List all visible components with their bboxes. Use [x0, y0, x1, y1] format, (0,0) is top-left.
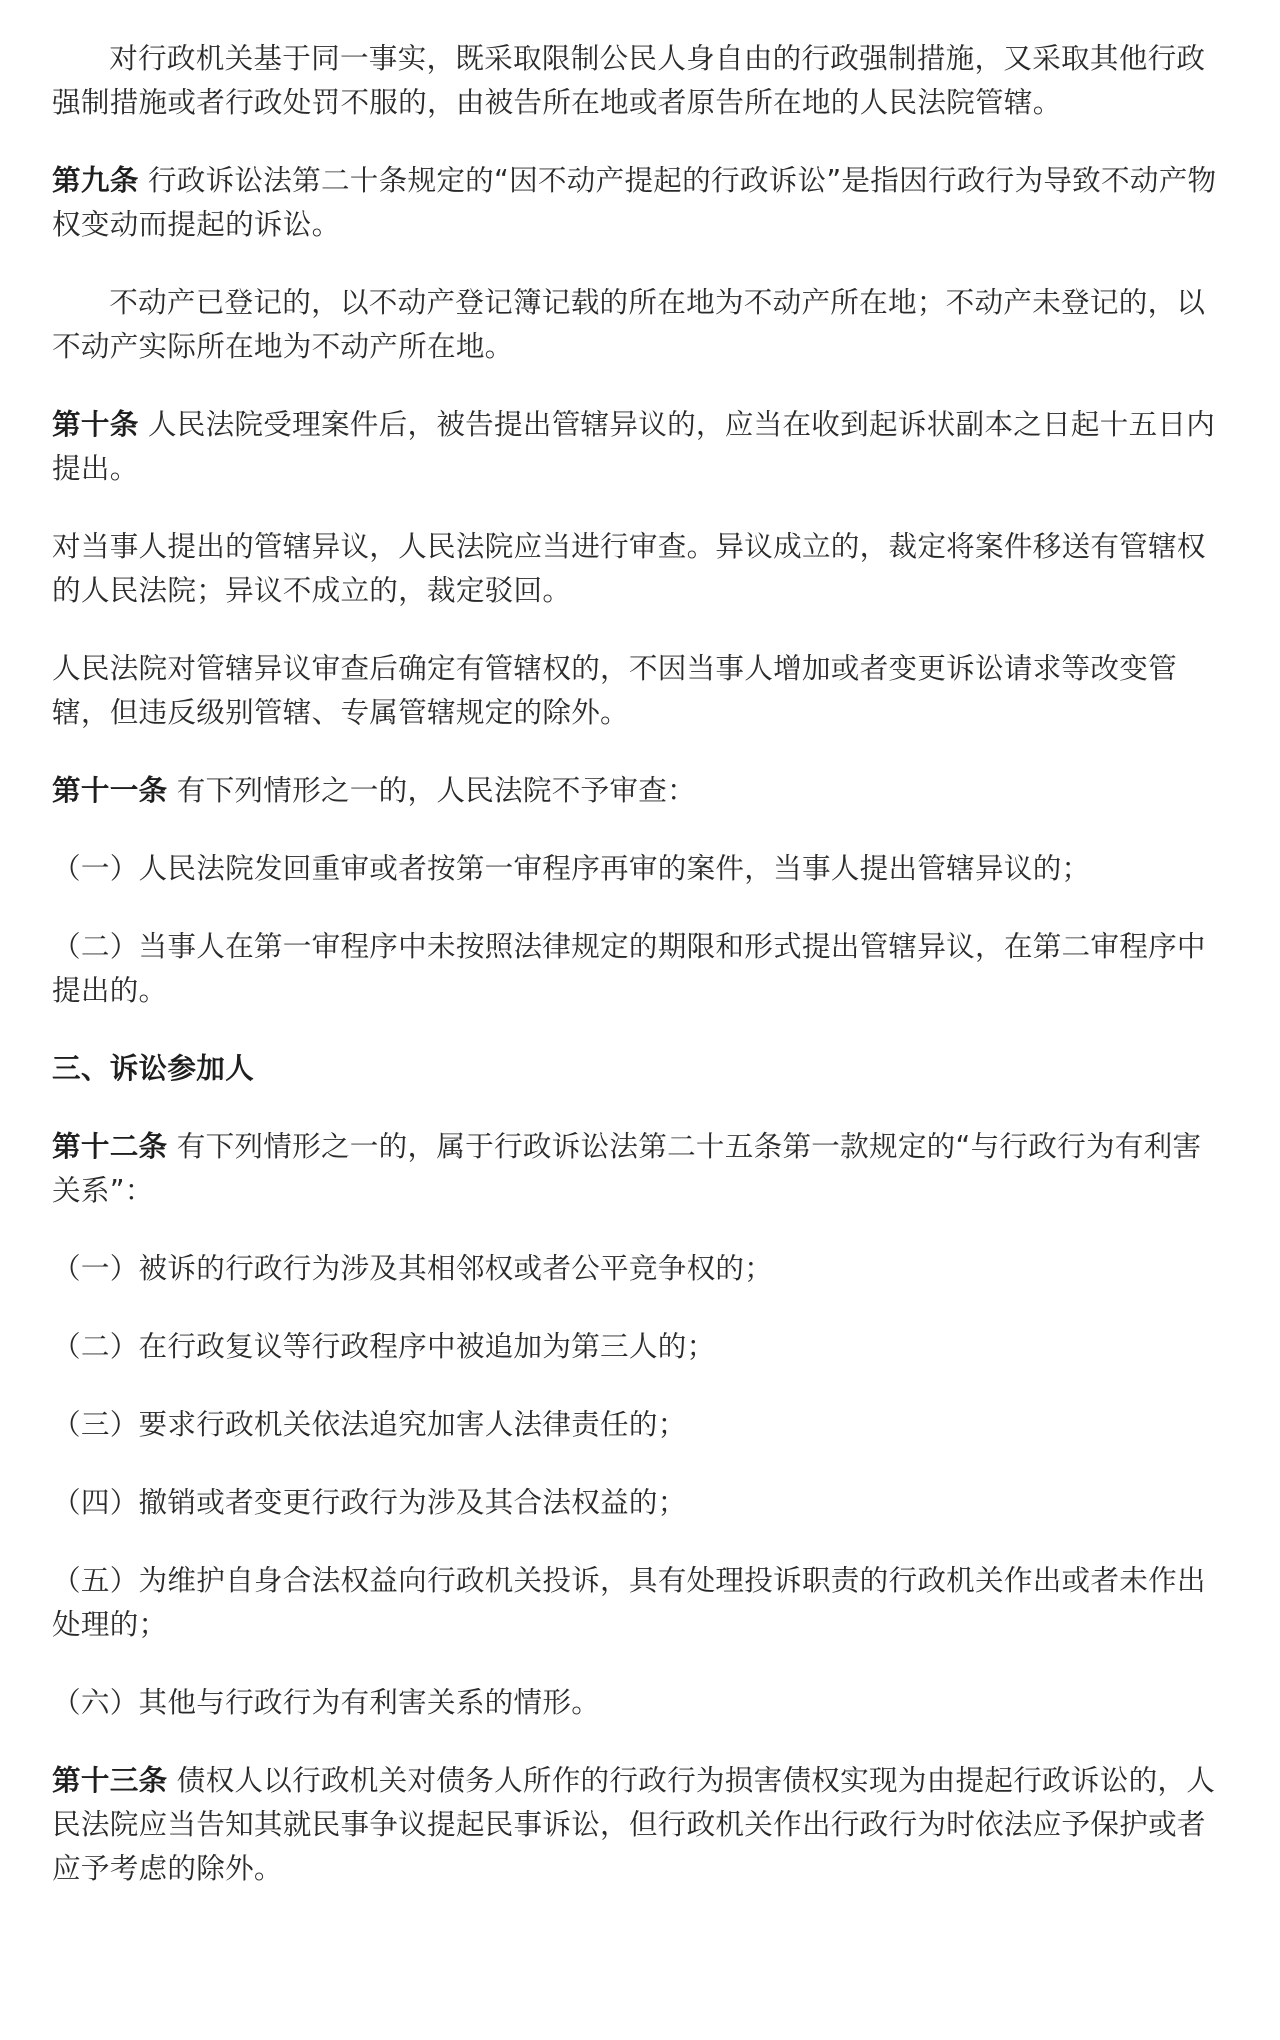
list-item: （四）撤销或者变更行政行为涉及其合法权益的； [52, 1485, 687, 1519]
section-heading: 三、诉讼参加人 [52, 1051, 254, 1085]
list-item: （二）当事人在第一审程序中未按照法律规定的期限和形式提出管辖异议，在第二审程序中提出的。 [52, 929, 1206, 1007]
list-item: （五）为维护自身合法权益向行政机关投诉，具有处理投诉职责的行政机关作出或者未作出处理的； [52, 1563, 1206, 1641]
article-9-label: 第九条 [52, 163, 139, 197]
article-10-text: 人民法院受理案件后，被告提出管辖异议的，应当在收到起诉状副本之日起十五日内提出。 [52, 407, 1216, 485]
list-item: （三）要求行政机关依法追究加害人法律责任的； [52, 1407, 687, 1441]
list-item: （二）在行政复议等行政程序中被追加为第三人的； [52, 1329, 716, 1363]
list-item: （六）其他与行政行为有利害关系的情形。 [52, 1685, 601, 1719]
list-item: （一）人民法院发回重审或者按第一审程序再审的案件，当事人提出管辖异议的； [52, 851, 1091, 885]
article-11-label: 第十一条 [52, 773, 168, 807]
article-13-label: 第十三条 [52, 1763, 168, 1797]
article-10-paragraph-2: 对当事人提出的管辖异议，人民法院应当进行审查。异议成立的，裁定将案件移送有管辖权的人民法院；异议不成立的，裁定驳回。 [52, 529, 1206, 607]
article-9-text: 行政诉讼法第二十条规定的“因不动产提起的行政诉讼”是指因行政行为导致不动产物权变动而提起的诉讼。 [52, 163, 1217, 241]
article-12 [52, 1124, 1224, 1212]
article-13 [52, 1758, 1224, 1890]
article-10 [52, 402, 1224, 490]
article-10-label: 第十条 [52, 407, 139, 441]
article-12-text: 有下列情形之一的，属于行政诉讼法第二十五条第一款规定的“与行政行为有利害关系”： [52, 1129, 1202, 1207]
article-9-paragraph-2: 不动产已登记的，以不动产登记簿记载的所在地为不动产所在地；不动产未登记的，以不动产实际所在地为不动产所在地。 [52, 285, 1206, 363]
article-13-text: 债权人以行政机关对债务人所作的行政行为损害债权实现为由提起行政诉讼的，人民法院应当告知其就民事争议提起民事诉讼，但行政机关作出行政行为时依法应予保护或者应予考虑的除外。 [52, 1763, 1216, 1885]
article-body [52, 36, 1224, 1924]
article-10-paragraph-3: 人民法院对管辖异议审查后确定有管辖权的，不因当事人增加或者变更诉讼请求等改变管辖，但违反级别管辖、专属管辖规定的除外。 [52, 651, 1177, 729]
list-item: （一）被诉的行政行为涉及其相邻权或者公平竞争权的； [52, 1251, 774, 1285]
article-12-label: 第十二条 [52, 1129, 168, 1163]
paragraph: 对行政机关基于同一事实，既采取限制公民人身自由的行政强制措施，又采取其他行政强制措施或者行政处罚不服的，由被告所在地或者原告所在地的人民法院管辖。 [52, 41, 1206, 119]
article-11-text: 有下列情形之一的，人民法院不予审查： [176, 773, 696, 807]
article-11 [52, 768, 1224, 812]
article-9 [52, 158, 1224, 246]
